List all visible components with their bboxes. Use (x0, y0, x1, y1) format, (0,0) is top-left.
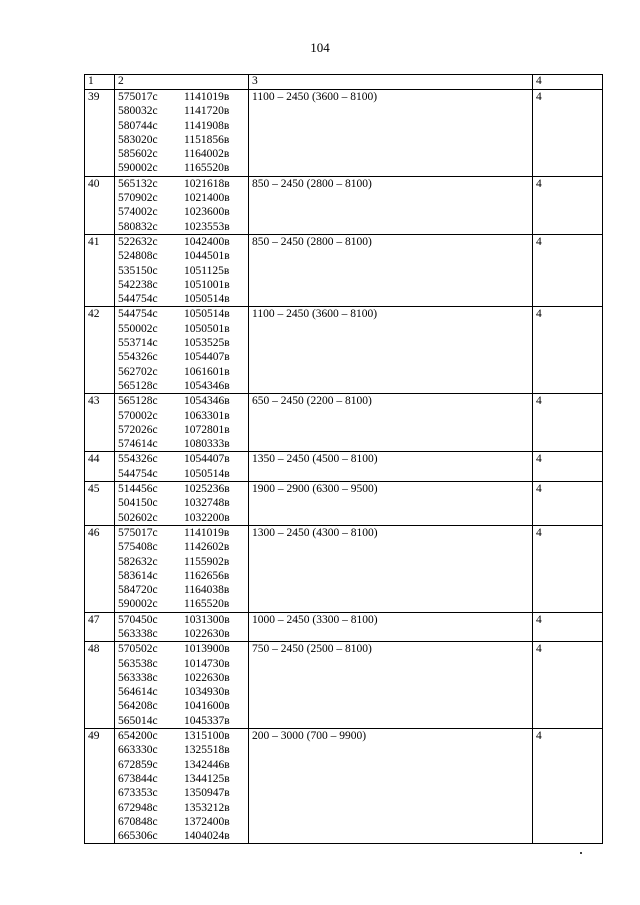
table-row (85, 234, 603, 306)
latitude-value: 572026с (118, 423, 158, 436)
longitude-value: 1155902в (184, 555, 230, 568)
longitude-value: 1353212в (184, 801, 230, 814)
latitude-value: 563338с (118, 671, 158, 684)
latitude-value: 580032с (118, 105, 158, 118)
longitude-value: 1014730в (184, 657, 230, 670)
coordinate-pair (118, 322, 248, 336)
category-cell: 4 (533, 90, 603, 177)
category-cell: 4 (533, 525, 603, 612)
row-number-cell: 43 (85, 394, 115, 452)
coordinate-pair (118, 249, 248, 263)
coordinate-pair (118, 597, 248, 611)
longitude-value: 1053525в (184, 337, 230, 350)
coordinate-pair (118, 423, 248, 437)
longitude-value: 1050514в (184, 467, 230, 480)
latitude-value: 570002с (118, 409, 158, 422)
coordinate-pair (118, 191, 248, 205)
longitude-value: 1342446в (184, 758, 230, 771)
coordinate-pair (118, 482, 248, 496)
longitude-value: 1034930в (184, 686, 230, 699)
longitude-value: 1023553в (184, 220, 230, 233)
longitude-value: 1031300в (184, 613, 230, 626)
coordinate-pair (118, 511, 248, 525)
longitude-value: 1022630в (184, 671, 230, 684)
coordinate-pair (118, 161, 248, 175)
longitude-value: 1054407в (184, 351, 230, 364)
longitude-value: 1141908в (184, 119, 230, 132)
coordinate-pair (118, 743, 248, 757)
row-number-cell: 47 (85, 612, 115, 642)
longitude-value: 1372400в (184, 815, 230, 828)
latitude-value: 670848с (118, 815, 158, 828)
table-row (85, 394, 603, 452)
longitude-value: 1404024в (184, 830, 230, 843)
table-row (85, 729, 603, 844)
latitude-value: 562702с (118, 365, 158, 378)
coordinate-pair (118, 147, 248, 161)
longitude-value: 1164038в (184, 584, 230, 597)
header-cell: 3 (249, 75, 533, 90)
header-cell: 1 (85, 75, 115, 90)
table-row (85, 307, 603, 394)
latitude-value: 582632с (118, 555, 158, 568)
coordinates-cell (115, 234, 249, 306)
latitude-value: 590002с (118, 162, 158, 175)
latitude-value: 553714с (118, 337, 158, 350)
longitude-value: 1032200в (184, 511, 230, 524)
latitude-value: 672948с (118, 801, 158, 814)
latitude-value: 574614с (118, 438, 158, 451)
longitude-value: 1325518в (184, 744, 230, 757)
coordinate-pair (118, 642, 248, 656)
coordinate-pair (118, 657, 248, 671)
row-number-cell: 40 (85, 176, 115, 234)
latitude-value: 550002с (118, 322, 158, 335)
coordinates-table (84, 74, 603, 844)
latitude-value: 654200с (118, 730, 158, 743)
coordinate-pair (118, 350, 248, 364)
longitude-value: 1045337в (184, 714, 230, 727)
coordinate-pair (118, 379, 248, 393)
latitude-value: 502602с (118, 511, 158, 524)
longitude-value: 1025236в (184, 483, 230, 496)
row-number-cell: 41 (85, 234, 115, 306)
coordinate-pair (118, 394, 248, 408)
latitude-value: 554326с (118, 351, 158, 364)
coordinate-pair (118, 365, 248, 379)
coordinates-cell (115, 90, 249, 177)
longitude-value: 1315100в (184, 730, 230, 743)
latitude-value: 564614с (118, 686, 158, 699)
latitude-value: 504150с (118, 497, 158, 510)
category-cell: 4 (533, 729, 603, 844)
coordinate-pair (118, 133, 248, 147)
coordinate-pair (118, 220, 248, 234)
table-row (85, 452, 603, 482)
latitude-value: 564208с (118, 700, 158, 713)
latitude-value: 514456с (118, 483, 158, 496)
altitude-range-cell: 850 – 2450 (2800 – 8100) (249, 176, 533, 234)
coordinate-pair (118, 714, 248, 728)
coordinate-pair (118, 729, 248, 743)
longitude-value: 1022630в (184, 627, 230, 640)
longitude-value: 1164002в (184, 148, 230, 161)
header-cell: 4 (533, 75, 603, 90)
longitude-value: 1165520в (184, 598, 230, 611)
altitude-range-cell: 1900 – 2900 (6300 – 9500) (249, 482, 533, 526)
latitude-value: 570450с (118, 613, 158, 626)
longitude-value: 1050514в (184, 308, 230, 321)
altitude-range-cell: 1350 – 2450 (4500 – 8100) (249, 452, 533, 482)
row-number-cell: 44 (85, 452, 115, 482)
coordinate-pair (118, 815, 248, 829)
table-row (85, 612, 603, 642)
category-cell: 4 (533, 642, 603, 729)
coordinate-pair (118, 264, 248, 278)
coordinate-pair (118, 758, 248, 772)
coordinates-cell (115, 176, 249, 234)
longitude-value: 1054346в (184, 379, 230, 392)
coordinates-cell (115, 394, 249, 452)
longitude-value: 1054407в (184, 453, 230, 466)
latitude-value: 673844с (118, 772, 158, 785)
coordinate-pair (118, 409, 248, 423)
coordinate-pair (118, 452, 248, 466)
table-row (85, 482, 603, 526)
altitude-range-cell: 200 – 3000 (700 – 9900) (249, 729, 533, 844)
altitude-range-cell: 1100 – 2450 (3600 – 8100) (249, 307, 533, 394)
coordinate-pair (118, 786, 248, 800)
latitude-value: 580744с (118, 119, 158, 132)
coordinate-pair (118, 685, 248, 699)
coordinate-pair (118, 540, 248, 554)
category-cell: 4 (533, 394, 603, 452)
coordinate-pair (118, 292, 248, 306)
category-cell: 4 (533, 234, 603, 306)
latitude-value: 583614с (118, 569, 158, 582)
latitude-value: 575017с (118, 526, 158, 539)
latitude-value: 663330с (118, 744, 158, 757)
longitude-value: 1054346в (184, 395, 230, 408)
latitude-value: 544754с (118, 467, 158, 480)
coordinate-pair (118, 555, 248, 569)
latitude-value: 590002с (118, 598, 158, 611)
coordinate-pair (118, 772, 248, 786)
coordinate-pair (118, 104, 248, 118)
coordinate-pair (118, 336, 248, 350)
row-number-cell: 39 (85, 90, 115, 177)
coordinate-pair (118, 235, 248, 249)
longitude-value: 1162656в (184, 569, 230, 582)
longitude-value: 1032748в (184, 497, 230, 510)
category-cell: 4 (533, 452, 603, 482)
coordinate-pair (118, 627, 248, 641)
table-row (85, 90, 603, 177)
latitude-value: 524808с (118, 250, 158, 263)
latitude-value: 575017с (118, 91, 158, 103)
coordinate-pair (118, 307, 248, 321)
row-number-cell: 48 (85, 642, 115, 729)
latitude-value: 570502с (118, 643, 158, 656)
latitude-value: 584720с (118, 584, 158, 597)
latitude-value: 522632с (118, 235, 158, 248)
coordinate-pair (118, 583, 248, 597)
category-cell: 4 (533, 307, 603, 394)
latitude-value: 565128с (118, 379, 158, 392)
longitude-value: 1063301в (184, 409, 230, 422)
longitude-value: 1050514в (184, 293, 230, 306)
coordinate-pair (118, 699, 248, 713)
longitude-value: 1041600в (184, 700, 230, 713)
latitude-value: 585602с (118, 148, 158, 161)
page-number: 104 (310, 40, 330, 55)
longitude-value: 1350947в (184, 787, 230, 800)
latitude-value: 570902с (118, 192, 158, 205)
longitude-value: 1044501в (184, 250, 230, 263)
coordinate-pair (118, 278, 248, 292)
longitude-value: 1061601в (184, 365, 230, 378)
category-cell: 4 (533, 482, 603, 526)
coordinate-pair (118, 829, 248, 843)
row-number-cell: 45 (85, 482, 115, 526)
altitude-range-cell: 1300 – 2450 (4300 – 8100) (249, 525, 533, 612)
altitude-range-cell: 1000 – 2450 (3300 – 8100) (249, 612, 533, 642)
latitude-value: 535150с (118, 264, 158, 277)
row-number-cell: 46 (85, 525, 115, 612)
category-cell: 4 (533, 176, 603, 234)
longitude-value: 1051125в (184, 264, 230, 277)
coordinates-cell (115, 482, 249, 526)
coordinate-pair (118, 496, 248, 510)
table-row (85, 176, 603, 234)
table-row (85, 525, 603, 612)
coordinates-cell (115, 452, 249, 482)
coordinate-pair (118, 613, 248, 627)
altitude-range-cell: 650 – 2450 (2200 – 8100) (249, 394, 533, 452)
category-cell: 4 (533, 612, 603, 642)
row-number-cell: 42 (85, 307, 115, 394)
table-row (85, 642, 603, 729)
altitude-range-cell: 1100 – 2450 (3600 – 8100) (249, 90, 533, 177)
longitude-value: 1021400в (184, 192, 230, 205)
latitude-value: 580832с (118, 220, 158, 233)
coordinates-cell (115, 642, 249, 729)
longitude-value: 1021618в (184, 177, 230, 190)
altitude-range-cell: 750 – 2450 (2500 – 8100) (249, 642, 533, 729)
longitude-value: 1141720в (184, 105, 230, 118)
longitude-value: 1141019в (184, 91, 230, 103)
coordinate-pair (118, 671, 248, 685)
latitude-value: 665306с (118, 830, 158, 843)
longitude-value: 1023600в (184, 206, 230, 219)
table-header-row (85, 75, 603, 90)
coordinate-pair (118, 801, 248, 815)
longitude-value: 1050501в (184, 322, 230, 335)
latitude-value: 542238с (118, 278, 158, 291)
longitude-value: 1142602в (184, 541, 230, 554)
coordinate-pair (118, 569, 248, 583)
latitude-value: 554326с (118, 453, 158, 466)
latitude-value: 574002с (118, 206, 158, 219)
longitude-value: 1072801в (184, 423, 230, 436)
longitude-value: 1051001в (184, 278, 230, 291)
coordinate-pair (118, 177, 248, 191)
longitude-value: 1165520в (184, 162, 230, 175)
latitude-value: 565128с (118, 395, 158, 408)
latitude-value: 673353с (118, 787, 158, 800)
coordinate-pair (118, 526, 248, 540)
latitude-value: 565132с (118, 177, 158, 190)
longitude-value: 1141019в (184, 526, 230, 539)
coordinate-pair (118, 90, 248, 104)
altitude-range-cell: 850 – 2450 (2800 – 8100) (249, 234, 533, 306)
longitude-value: 1042400в (184, 235, 230, 248)
longitude-value: 1344125в (184, 772, 230, 785)
coordinate-pair (118, 205, 248, 219)
longitude-value: 1080333в (184, 438, 230, 451)
coordinate-pair (118, 119, 248, 133)
coordinate-pair (118, 437, 248, 451)
latitude-value: 672859с (118, 758, 158, 771)
longitude-value: 1151856в (184, 133, 230, 146)
coordinate-pair (118, 467, 248, 481)
header-cell: 2 (115, 75, 249, 90)
latitude-value: 544754с (118, 308, 158, 321)
longitude-value: 1013900в (184, 643, 230, 656)
coordinates-cell (115, 525, 249, 612)
coordinates-cell (115, 612, 249, 642)
latitude-value: 544754с (118, 293, 158, 306)
latitude-value: 563338с (118, 627, 158, 640)
latitude-value: 575408с (118, 541, 158, 554)
latitude-value: 565014с (118, 714, 158, 727)
latitude-value: 563538с (118, 657, 158, 670)
latitude-value: 583020с (118, 133, 158, 146)
coordinates-cell (115, 307, 249, 394)
row-number-cell: 49 (85, 729, 115, 844)
coordinates-cell (115, 729, 249, 844)
stray-dot-mark (580, 852, 582, 854)
